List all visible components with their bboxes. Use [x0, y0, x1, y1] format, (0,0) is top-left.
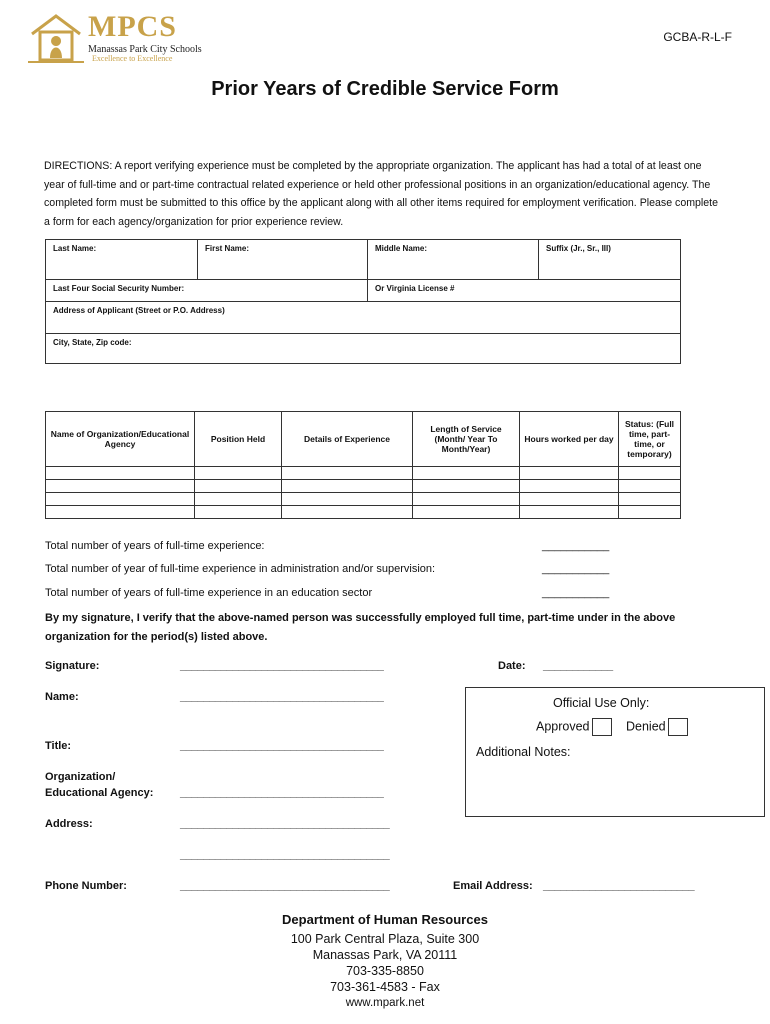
ssn-field[interactable]: Last Four Social Security Number:	[46, 280, 368, 302]
col-status: Status: (Full time, part-time, or temporary)	[619, 412, 681, 467]
logo-tagline: Excellence to Excellence	[92, 54, 173, 63]
organization-label-2: Educational Agency:	[45, 787, 154, 799]
email-label: Email Address:	[453, 880, 533, 892]
official-use-title: Official Use Only:	[553, 696, 650, 710]
additional-notes-label: Additional Notes:	[476, 745, 571, 759]
footer-website[interactable]: www.mpark.net	[345, 997, 425, 1009]
organization-line[interactable]: ___________________________________	[180, 787, 384, 799]
approved-option[interactable]	[536, 718, 612, 736]
address-line-1[interactable]: ____________________________________	[180, 818, 390, 830]
form-title: Prior Years of Credible Service Form	[211, 78, 559, 100]
total-fulltime-label: Total number of years of full-time experience:	[45, 540, 265, 552]
department-name: Department of Human Resources	[282, 912, 488, 927]
organization-label-1: Organization/	[45, 771, 116, 783]
date-line[interactable]: ____________	[543, 660, 613, 672]
title-label: Title:	[45, 740, 72, 752]
logo-wordmark: MPCS	[88, 10, 177, 43]
table-row[interactable]	[46, 467, 681, 480]
denied-option[interactable]	[626, 718, 688, 736]
logo-subtitle: Manassas Park City Schools	[88, 44, 202, 55]
address-line-2[interactable]: ____________________________________	[180, 849, 390, 861]
total-education-label: Total number of years of full-time experience in an education sector	[45, 587, 373, 599]
experience-table	[45, 411, 681, 519]
address-label: Address:	[45, 818, 93, 830]
official-use-box	[465, 687, 765, 817]
col-hours: Hours worked per day	[520, 412, 619, 467]
date-label: Date:	[498, 660, 526, 672]
suffix-field[interactable]: Suffix (Jr., Sr., III)	[539, 240, 681, 280]
name-label: Name:	[45, 691, 79, 703]
phone-line[interactable]: ____________________________________	[180, 880, 390, 892]
document-id: GCBA-R-L-F	[663, 30, 732, 44]
signature-label: Signature:	[45, 660, 100, 672]
footer-fax: 703-361-4583 - Fax	[330, 980, 440, 994]
footer-phone: 703-335-8850	[346, 964, 424, 978]
email-line[interactable]: __________________________	[543, 880, 695, 892]
total-admin-label: Total number of year of full-time experience in administration and/or supervision:	[45, 563, 436, 575]
denied-checkbox[interactable]	[668, 718, 688, 736]
name-line[interactable]: ___________________________________	[180, 691, 384, 703]
total-education-blank[interactable]: ___________	[542, 587, 610, 599]
license-field[interactable]: Or Virginia License #	[368, 280, 681, 302]
applicant-info-table	[45, 239, 681, 364]
table-row[interactable]	[46, 506, 681, 519]
city-state-zip-field[interactable]: City, State, Zip code:	[46, 334, 681, 364]
first-name-field[interactable]: First Name:	[198, 240, 368, 280]
approved-label: Approved	[536, 719, 590, 734]
denied-label: Denied	[626, 719, 666, 734]
approved-checkbox[interactable]	[592, 718, 612, 736]
phone-label: Phone Number:	[45, 880, 127, 892]
title-line[interactable]: ___________________________________	[180, 740, 384, 752]
certification-statement: By my signature, I verify that the above-named person was successfully employed full time, part-time under in the above organization for the period(s) listed above.	[45, 612, 676, 643]
signature-line[interactable]: ___________________________________	[180, 660, 384, 672]
table-row[interactable]	[46, 493, 681, 506]
footer-address-2: Manassas Park, VA 20111	[312, 948, 458, 962]
directions-text: DIRECTIONS: A report verifying experience must be completed by the appropriate organization. The applicant has had a total of at least one year of full-time and or part-time contractual related experience or held other professional positions in an organization/educational agency. The completed form must be submitted to this office by the applicant along with all other items required for employment verification. Please complete a form for each agency/organization for prior experience review.	[44, 160, 719, 228]
last-name-field[interactable]: Last Name:	[46, 240, 198, 280]
total-admin-blank[interactable]: ___________	[542, 563, 610, 575]
col-organization: Name of Organization/Educational Agency	[46, 412, 195, 467]
col-details: Details of Experience	[282, 412, 413, 467]
col-length: Length of Service (Month/ Year To Month/Year)	[413, 412, 520, 467]
footer-address-1: 100 Park Central Plaza, Suite 300	[290, 932, 480, 946]
table-row[interactable]	[46, 480, 681, 493]
col-position: Position Held	[195, 412, 282, 467]
middle-name-field[interactable]: Middle Name:	[368, 240, 539, 280]
address-field[interactable]: Address of Applicant (Street or P.O. Address)	[46, 302, 681, 334]
total-fulltime-blank[interactable]: ___________	[542, 540, 610, 552]
